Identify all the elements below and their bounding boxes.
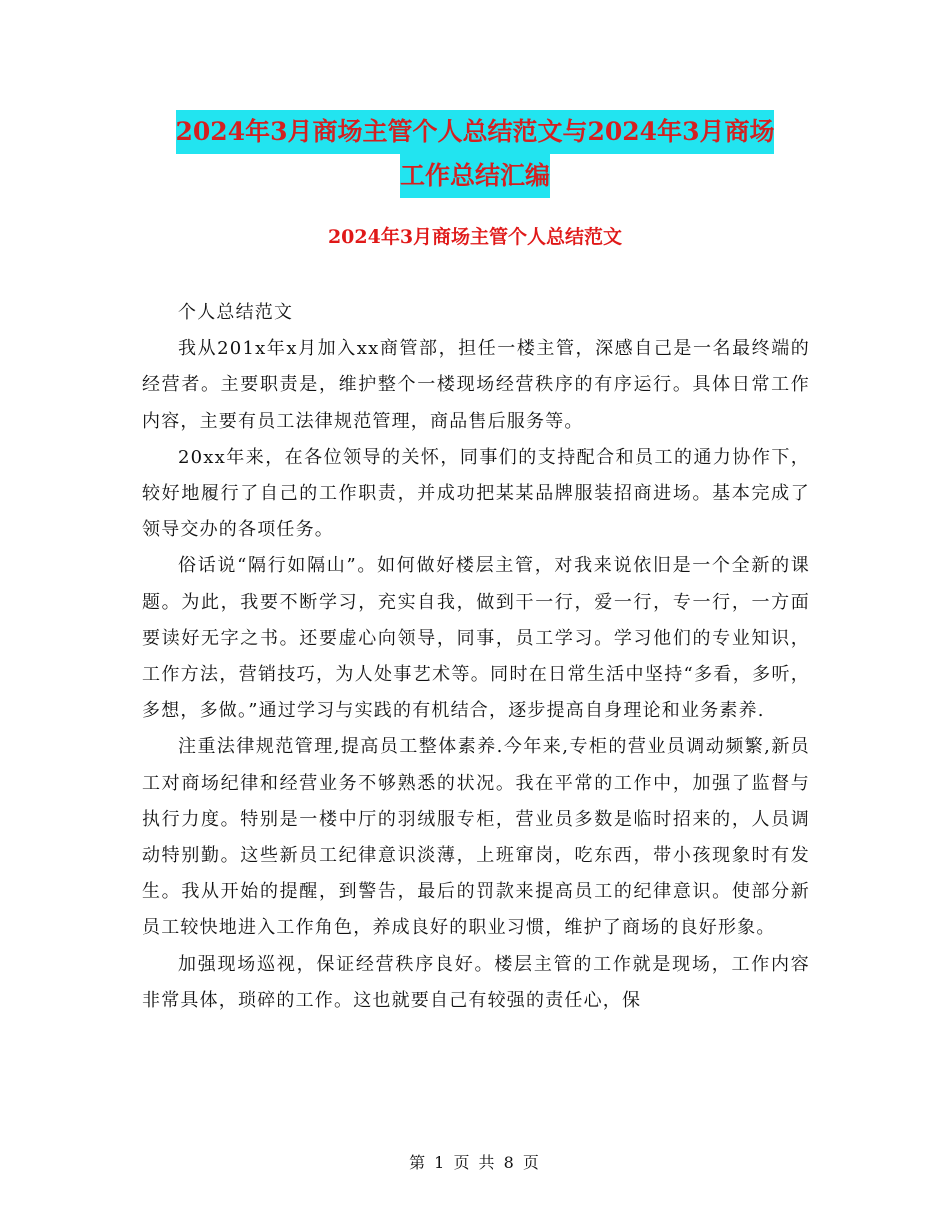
document-title-line-1: 2024年3月商场主管个人总结范文与2024年3月商场 [176,110,775,154]
document-body [142,295,810,1019]
paragraph: 注重法律规范管理,提高员工整体素养.今年来,专柜的营业员调动频繁,新员工对商场纪律和经营业务不够熟悉的状况。我在平常的工作中，加强了监督与执行力度。特别是一楼中厅的羽绒服专柜，营业员多数是临时招来的，人员调动特别勤。这些新员工纪律意识淡薄，上班窜岗，吃东西，带小孩现象时有发生。我从开始的提醒，到警告，最后的罚款来提高员工的纪律意识。使部分新员工较快地进入工作角色，养成良好的职业习惯，维护了商场的良好形象。 [142,736,810,939]
document-title [0,110,950,198]
document-title-line-2: 工作总结汇编 [400,154,550,198]
page-number-footer: 第 1 页 共 8 页 [409,1153,541,1172]
paragraph: 加强现场巡视，保证经营秩序良好。楼层主管的工作就是现场，工作内容非常具体，琐碎的工作。这也就要自己有较强的责任心，保 [142,953,810,1011]
section-heading: 2024年3月商场主管个人总结范文 [327,226,623,248]
paragraph: 20xx年来，在各位领导的关怀，同事们的支持配合和员工的通力协作下，较好地履行了自己的工作职责，并成功把某某品牌服装招商进场。基本完成了领导交办的各项任务。 [142,446,810,541]
paragraph: 我从201x年x月加入xx商管部，担任一楼主管，深感自己是一名最终端的经营者。主要职责是，维护整个一楼现场经营秩序的有序运行。具体日常工作内容，主要有员工法律规范管理，商品售后服务等。 [142,338,810,432]
paragraph: 俗话说“隔行如隔山”。如何做好楼层主管，对我来说依旧是一个全新的课题。为此，我要不断学习，充实自我，做到干一行，爱一行，专一行，一方面要读好无字之书。还要虚心向领导，同事，员工学习。学习他们的专业知识，工作方法，营销技巧，为人处事艺术等。同时在日常生活中坚持“多看，多听，多想，多做。”通过学习与实践的有机结合，逐步提高自身理论和业务素养. [142,555,810,722]
paragraph: 个人总结范文 [178,302,294,323]
